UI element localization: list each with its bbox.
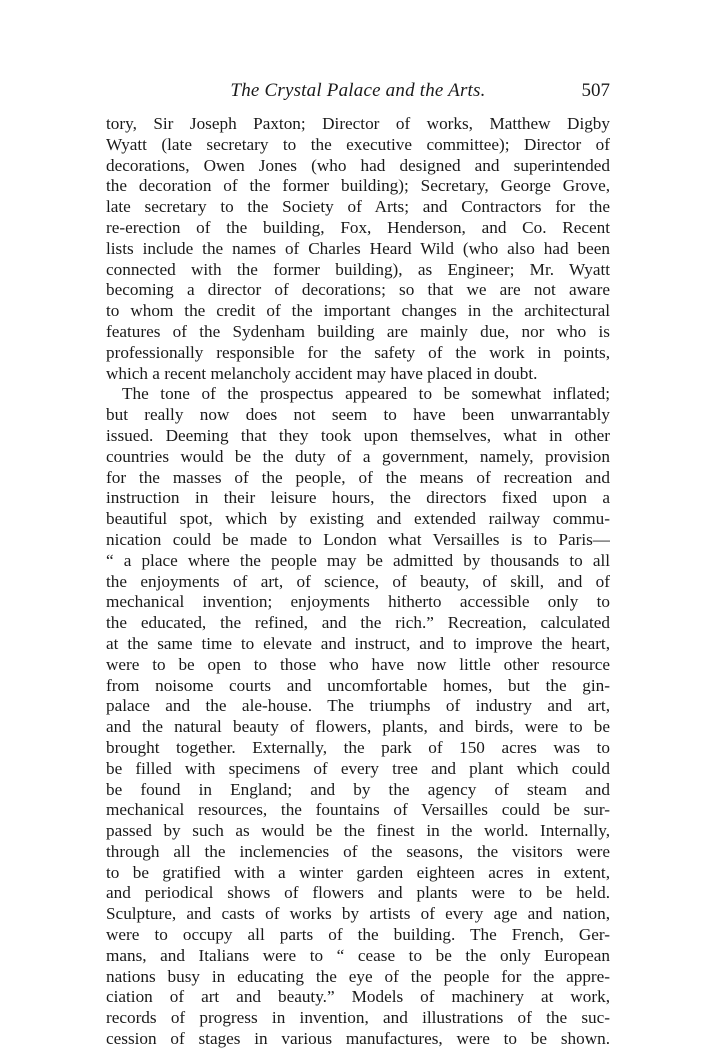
text-line: be filled with specimens of every tree and plant which could	[106, 758, 610, 778]
text-line: and the natural beauty of flowers, plants, and birds, were to be	[106, 717, 610, 737]
text-line: mechanical invention; enjoyments hitherto accessible only to	[106, 592, 610, 612]
text-line: through all the inclemencies of the seasons, the visitors were	[106, 841, 610, 861]
text-line: The tone of the prospectus appeared to be somewhat inflated;	[122, 384, 610, 404]
text-line: mechanical resources, the fountains of Versailles could be sur-	[106, 800, 610, 820]
text-line: at the same time to elevate and instruct, and to improve the heart,	[106, 633, 610, 653]
text-line: mans, and Italians were to “ cease to be the only European	[106, 945, 610, 965]
text-line: to whom the credit of the important changes in the architectural	[106, 301, 610, 321]
body-text	[106, 114, 610, 1050]
text-line: but really now does not seem to have been unwarrantably	[106, 405, 610, 425]
text-line: issued. Deeming that they took upon themselves, what in other	[106, 425, 610, 445]
text-line: passed by such as would be the finest in the world. Internally,	[106, 821, 610, 841]
text-line: which a recent melancholy accident may have placed in doubt.	[106, 363, 538, 383]
text-line: ciation of art and beauty.” Models of machinery at work,	[106, 987, 610, 1007]
text-line: records of progress in invention, and illustrations of the suc-	[106, 1008, 610, 1028]
text-line: connected with the former building), as Engineer; Mr. Wyatt	[106, 259, 610, 279]
text-line: tory, Sir Joseph Paxton; Director of works, Matthew Digby	[106, 114, 610, 133]
running-header	[106, 78, 610, 108]
text-line: lists include the names of Charles Heard Wild (who also had been	[106, 238, 610, 258]
text-line: Sculpture, and casts of works by artists of every age and nation,	[106, 904, 610, 924]
text-line: from noisome courts and uncomfortable homes, but the gin-	[106, 675, 610, 695]
text-line: “ a place where the people may be admitted by thousands to all	[106, 550, 610, 570]
text-line: beautiful spot, which by existing and extended railway commu-	[106, 509, 610, 529]
text-line: re-erection of the building, Fox, Henderson, and Co. Recent	[106, 217, 610, 237]
book-page	[106, 78, 610, 1050]
text-line: the enjoyments of art, of science, of beauty, of skill, and of	[106, 571, 610, 591]
text-line: nations busy in educating the eye of the people for the appre-	[106, 966, 610, 986]
text-line: for the masses of the people, of the means of recreation and	[106, 467, 610, 487]
text-line: cession of stages in various manufactures, were to be shown.	[106, 1029, 610, 1049]
text-line: to be gratified with a winter garden eighteen acres in extent,	[106, 862, 610, 882]
running-title: The Crystal Palace and the Arts.	[230, 80, 486, 101]
text-line: palace and the ale-house. The triumphs of industry and art,	[106, 696, 610, 716]
text-line: professionally responsible for the safety of the work in points,	[106, 342, 610, 362]
text-line: be found in England; and by the agency of steam and	[106, 779, 610, 799]
text-line: countries would be the duty of a government, namely, provision	[106, 446, 610, 466]
text-line: were to occupy all parts of the building. The French, Ger-	[106, 925, 610, 945]
text-line: decorations, Owen Jones (who had designed and superintended	[106, 155, 610, 175]
text-line: and periodical shows of flowers and plants were to be held.	[106, 883, 610, 903]
text-line: the decoration of the former building); Secretary, George Grove,	[106, 176, 610, 196]
text-line: brought together. Externally, the park of 150 acres was to	[106, 737, 610, 757]
text-line: instruction in their leisure hours, the directors fixed upon a	[106, 488, 610, 508]
text-line: features of the Sydenham building are mainly due, nor who is	[106, 321, 610, 341]
text-line: Wyatt (late secretary to the executive committee); Director of	[106, 134, 610, 154]
text-line: late secretary to the Society of Arts; and Contractors for the	[106, 197, 610, 217]
text-line: nication could be made to London what Versailles is to Paris—	[106, 529, 610, 549]
text-line: the educated, the refined, and the rich.” Recreation, calculated	[106, 613, 610, 633]
text-line: becoming a director of decorations; so that we are not aware	[106, 280, 610, 300]
page-number: 507	[581, 80, 610, 101]
text-line: were to be open to those who have now little other resource	[106, 654, 610, 674]
